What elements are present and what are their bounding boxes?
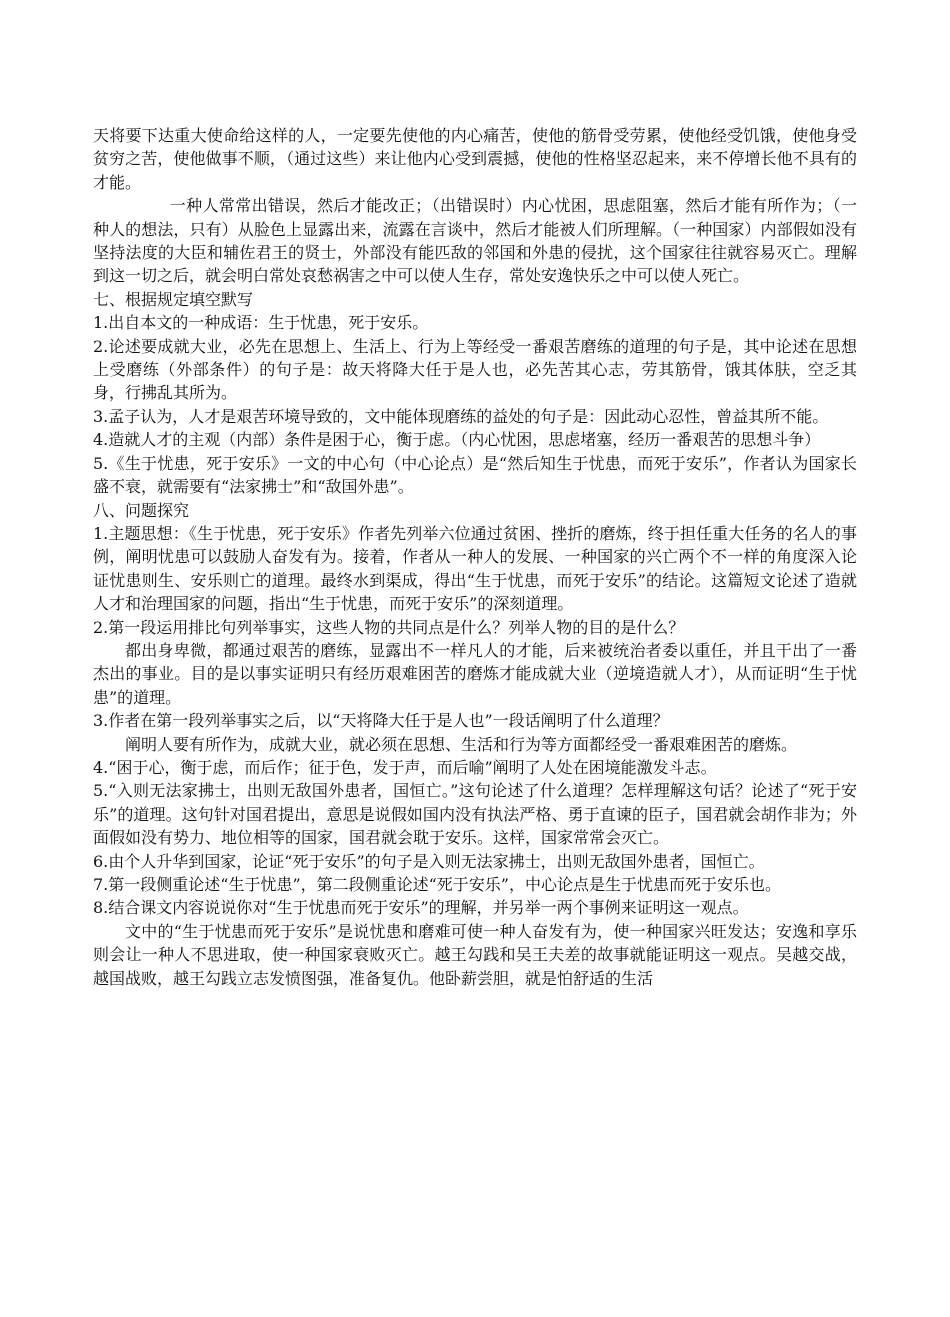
answer-item-3: 阐明人要有所作为，成就大业，就必须在思想、生活和行为等方面都经受一番艰难困苦的磨炼。	[125, 734, 798, 754]
fill-in-item-2: 2.论述要成就大业，必先在思想上、生活上、行为上等经受一番艰苦磨练的道理的句子是，其中论述在思想上受磨练（外部条件）的句子是：故天将降大任于是人也，必先苦其心志，劳其筋骨，饿其体肤，空乏其身，行拂乱其所为。	[93, 336, 857, 403]
fill-in-item-5: 5.《生于忧患，死于安乐》一文的中心句（中心论点）是“然后知生于忧患，而死于安乐”，作者认为国家长盛不衰，就需要有“法家拂士”和“敌国外患”。	[93, 453, 857, 497]
answer-item-2: 都出身卑微，都通过艰苦的磨练，显露出不一样凡人的才能，后来被统治者委以重任，并且干出了一番杰出的事业。目的是以事实证明只有经历艰难困苦的磨炼才能成就大业（逆境造就人才），从而证明“生于忧患”的道理。	[93, 640, 857, 707]
question-item-1: 1.主题思想：《生于忧患，死于安乐》作者先列举六位通过贫困、挫折的磨炼，终于担任重大任务的名人的事例，阐明忧患可以鼓励人奋发有为。接着，作者从一种人的发展、一种国家的兴亡两个不一样的角度深入论证忧患则生、安乐则亡的道理。最终水到渠成，得出“生于忧患，而死于安乐”的结论。这篇短文论述了造就人才和治理国家的问题，指出“生于忧患，而死于安乐”的深刻道理。	[93, 523, 857, 614]
question-item-2: 2.第一段运用排比句列举事实，这些人物的共同点是什么？列举人物的目的是什么？	[93, 617, 685, 637]
paragraph-translation-1: 天将要下达重大使命给这样的人，一定要先使他的内心痛苦，使他的筋骨受劳累，使他经受饥饿，使他身受贫穷之苦，使他做事不顺，（通过这些）来让他内心受到震撼，使他的性格坚忍起来，来不停增长他不具有的才能。	[93, 126, 857, 192]
fill-in-item-1: 1.出自本文的一种成语：生于忧患，死于安乐。	[93, 313, 429, 333]
section-heading-7: 七、根据规定填空默写	[93, 289, 254, 309]
question-item-8: 8.结合课文内容说说你对“生于忧患而死于安乐”的理解，并另举一两个事例来证明这一观点。	[93, 898, 749, 918]
question-item-7: 7.第一段侧重论述“生于忧患”，第二段侧重论述“死于安乐”，中心论点是生于忧患而死于安乐也。	[93, 875, 781, 894]
question-item-4: 4.“困于心，衡于虑，而后作；征于色，发于声，而后喻”阐明了人处在困境能激发斗志。	[93, 757, 717, 777]
section-heading-8: 八、问题探究	[93, 500, 190, 520]
fill-in-item-4: 4.造就人才的主观（内部）条件是困于心，衡于虑。（内心忧困，思虑堵塞，经历一番艰苦的思想斗争）	[93, 430, 821, 450]
question-item-5: 5.“入则无法家拂士，出则无敌国外患者，国恒亡。”这句论述了什么道理？怎样理解这句话？论述了“死于安乐”的道理。这句针对国君提出，意思是说假如国内没有执法严格、勇于直谏的臣子，国君就会胡作非为；外面假如没有势力、地位相等的国家，国君就会耽于安乐。这样，国家常常会灭亡。	[93, 781, 857, 848]
paragraph-translation-2: 一种人常常出错误，然后才能改正；（出错误时）内心忧困，思虑阻塞，然后才能有所作为；（一种人的想法，只有）从脸色上显露出来，流露在言谈中，然后才能被人们所理解。（一种国家）内部假如没有坚持法度的大臣和辅佐君王的贤士，外部没有能匹敌的邻国和外患的侵扰，这个国家往往就容易灭亡。理解到这一切之后，就会明白常处哀愁祸害之中可以使人生存，常处安逸快乐之中可以使人死亡。	[93, 196, 857, 286]
question-item-3: 3.作者在第一段列举事实之后，以“天将降大任于是人也”一段话阐明了什么道理？	[93, 711, 669, 731]
fill-in-item-3: 3.孟子认为，人才是艰苦环境导致的，文中能体现磨练的益处的句子是：因此动心忍性，曾益其所不能。	[93, 406, 829, 426]
question-item-6: 6.由个人升华到国家，论证“死于安乐”的句子是入则无法家拂士，出则无敌国外患者，国恒亡。	[93, 851, 765, 871]
answer-item-8: 文中的“生于忧患而死于安乐”是说忧患和磨难可使一种人奋发有为，使一种国家兴旺发达；安逸和享乐则会让一种人不思进取，使一种国家衰败灭亡。越王勾践和吴王夫差的故事就能证明这一观点。吴越交战，越国战败，越王勾践立志发愤图强，准备复仇。他卧薪尝胆，就是怕舒适的生活	[93, 921, 857, 988]
